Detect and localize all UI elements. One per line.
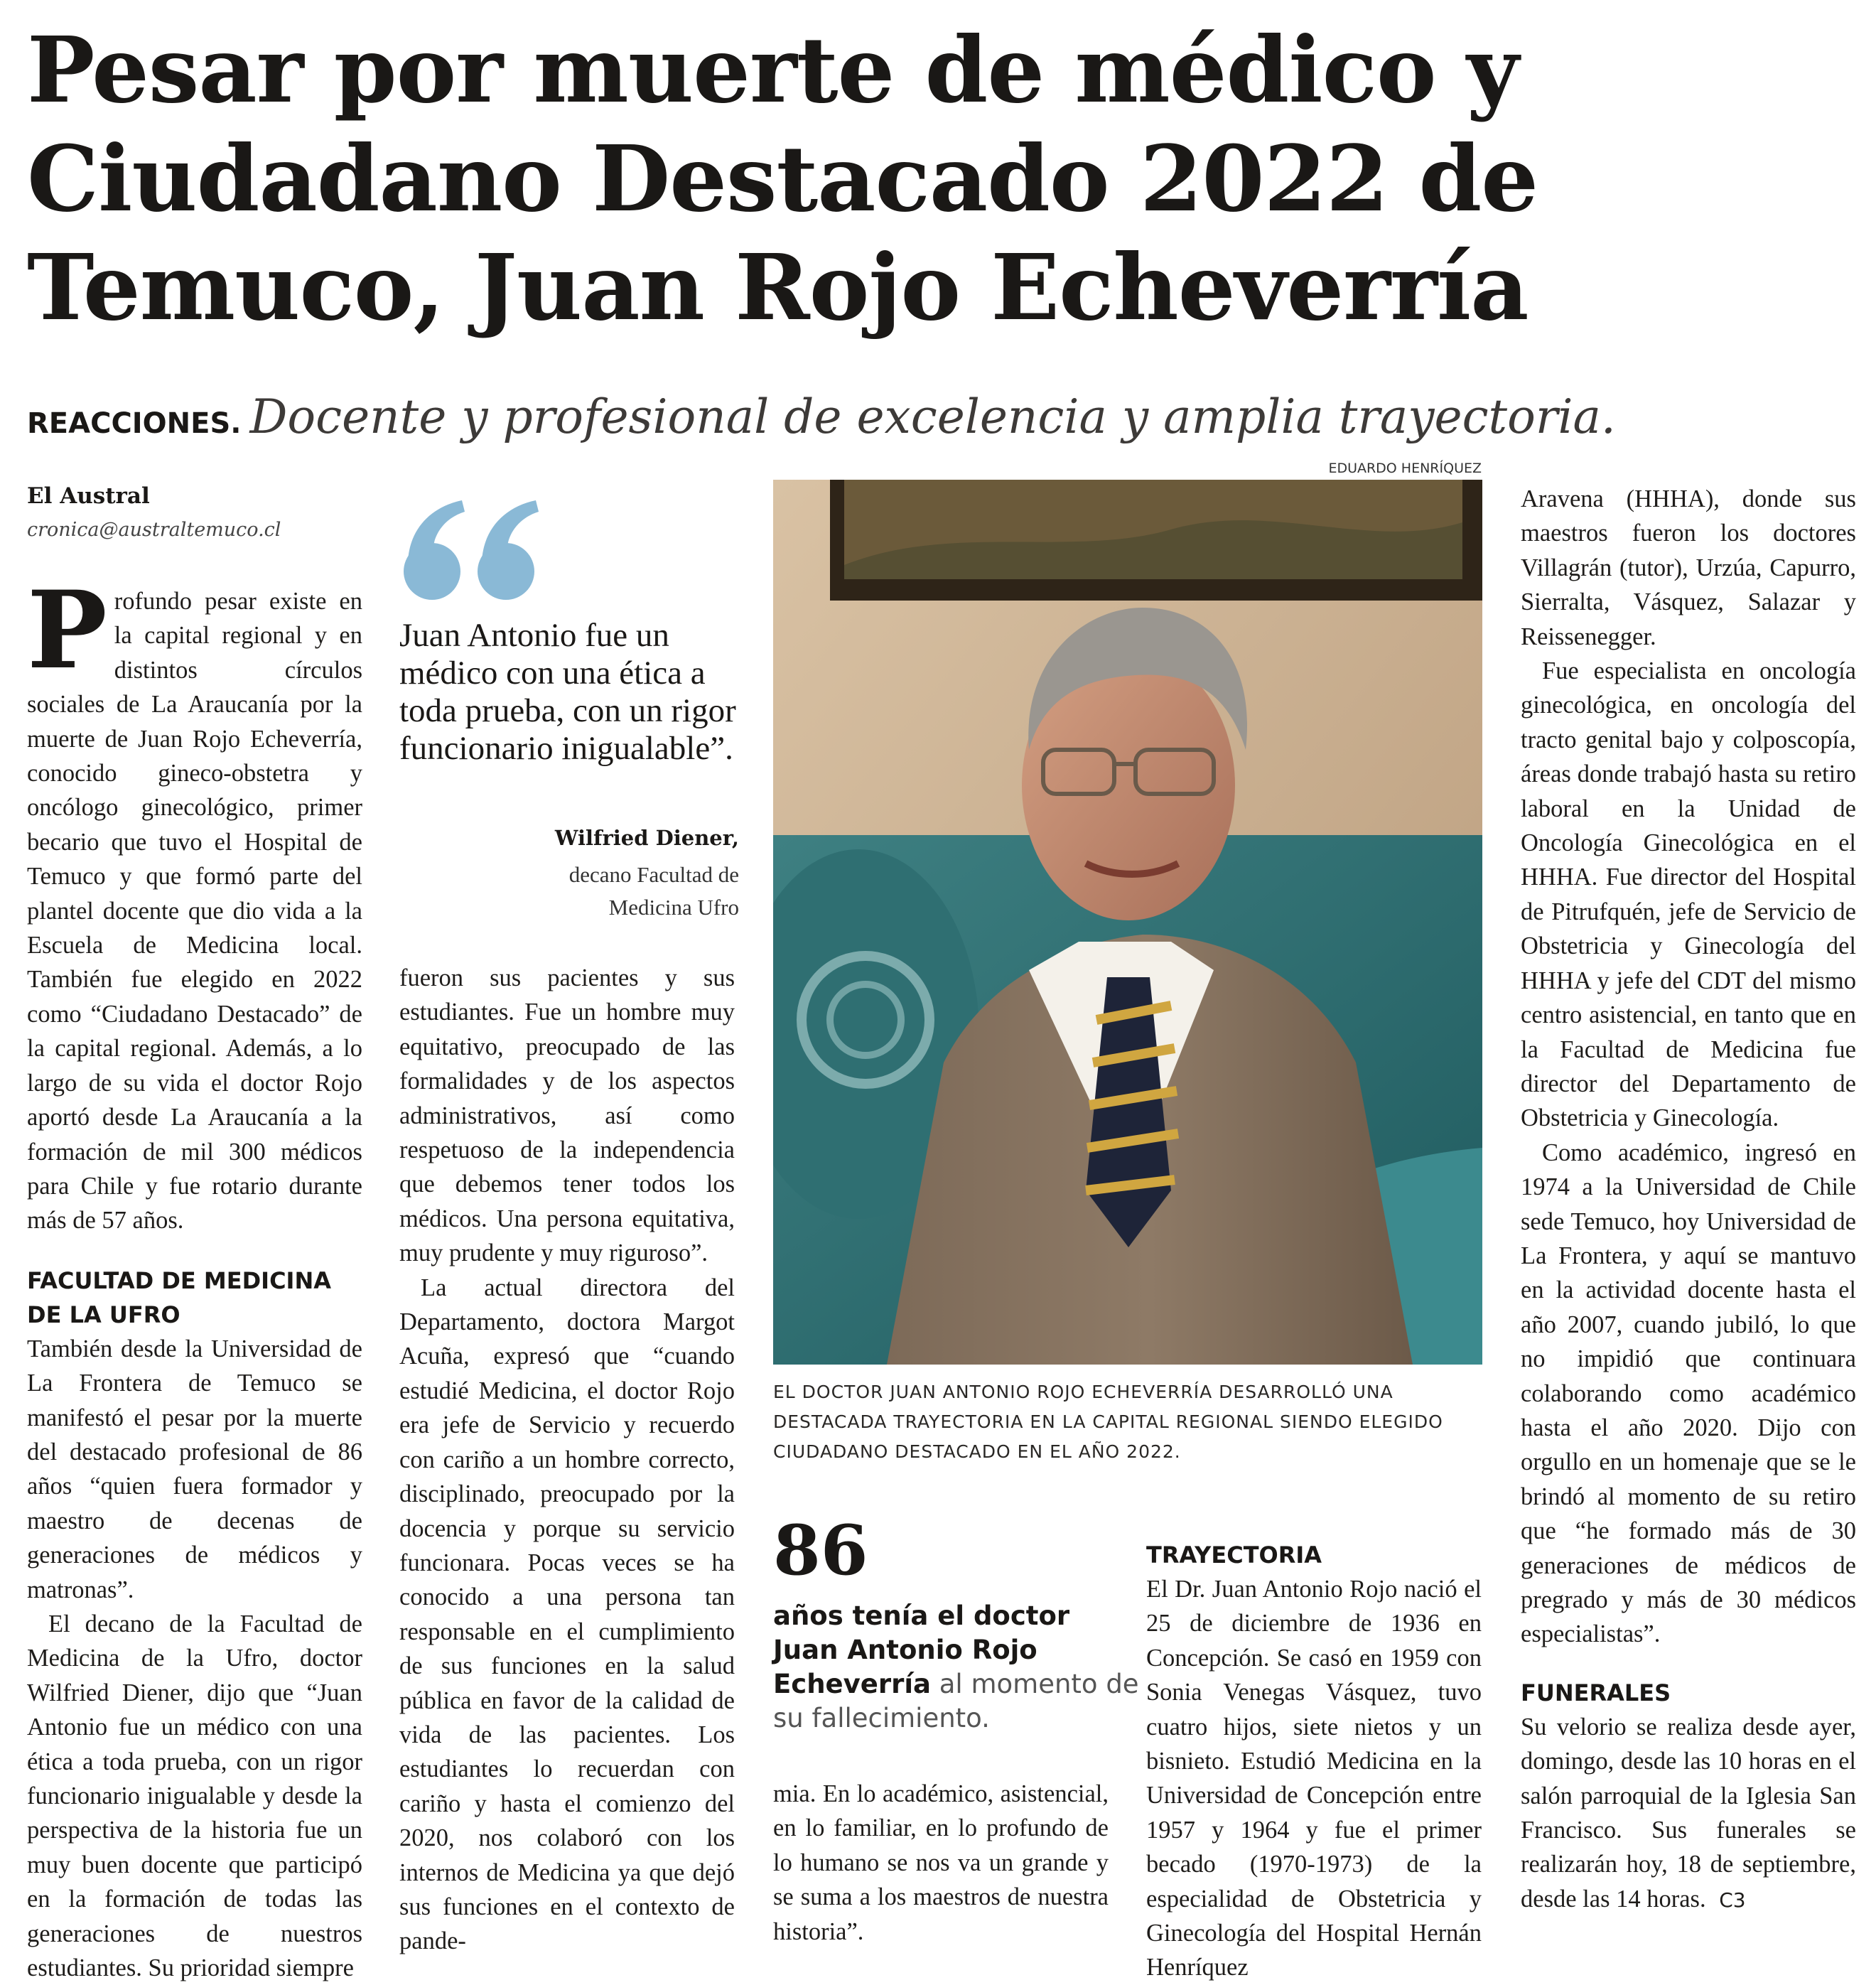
column-1 xyxy=(27,568,362,1985)
section-heading-funerales: FUNERALES xyxy=(1521,1679,1671,1706)
quote-mark-icon xyxy=(399,497,549,604)
column-3 xyxy=(773,1777,1109,1949)
column-1-paragraph-2: También desde la Universidad de La Frontera de Temuco se manifestó el pesar por la muerte del destacado profesional de 86 años “quien fuera formador y maestro de decenas de generaciones de médicos y matronas”. xyxy=(27,1335,362,1603)
headline-line-3: Temuco, Juan Rojo Echeverría xyxy=(27,235,1529,340)
column-2-paragraph-1: fueron sus pacientes y sus estudiantes. Fue un hombre muy equitativo, preocupado de las formalidades y de los aspectos administrativos, así como respetuoso de la independencia que debemos tener todos los médicos. Una persona equitativa, muy prudente y muy riguroso”. xyxy=(399,964,735,1267)
pull-quote-role: decano Facultad de Medicina Ufro xyxy=(568,862,739,920)
kicker-label: REACCIONES. xyxy=(27,407,242,440)
section-heading-facultad: FACULTAD DE MEDICINA DE LA UFRO xyxy=(27,1266,331,1328)
kicker xyxy=(27,389,1616,444)
stat-text xyxy=(773,1599,1143,1736)
column-5-paragraph-4-text: Su velorio se realiza desde ayer, domingo, desde las 10 horas en el salón parroquial de la Iglesia San Francisco. Sus funerales se realizarán hoy, 18 de septiembre, desde las 14 horas. xyxy=(1521,1713,1856,1913)
byline-source: El Austral xyxy=(27,483,150,509)
photo-credit: EDUARDO HENRÍQUEZ xyxy=(1328,461,1482,476)
headline-line-2: Ciudadano Destacado 2022 de xyxy=(27,126,1538,232)
drop-cap: P xyxy=(27,568,107,693)
section-heading-trayectoria: TRAYECTORIA xyxy=(1146,1542,1322,1569)
stat-number: 86 xyxy=(773,1510,868,1591)
kicker-subtitle: Docente y profesional de excelencia y amplia trayectoria. xyxy=(249,389,1616,444)
column-5-paragraph-4 xyxy=(1521,1710,1856,1917)
column-4-paragraph-1: El Dr. Juan Antonio Rojo nació el 25 de diciembre de 1936 en Concepción. Se casó en 1959 con Sonia Venegas Vásquez, tuvo cuatro hijos, siete nietos y un bisnieto. Estudió Medicina en la Universidad de Concepción entre 1957 y 1964 y fue el primer becado (1970-1973) de la especialidad de Obstetricia y Ginecología del Hospital Hernán Henríquez xyxy=(1146,1576,1482,1981)
column-2 xyxy=(399,961,735,1959)
portrait-illustration xyxy=(773,480,1482,1365)
column-2-paragraph-2: La actual directora del Departamento, doctora Margot Acuña, expresó que “cuando estudié Medicina, el doctor Rojo era jefe de Servicio y recuerdo con cariño a un hombre correcto, disciplinado, preocupado por la docencia y porque su servicio funcionara. Pocas veces se ha conocido a una persona tan responsable en el cumplimiento de sus funciones en la salud pública en favor de la calidad de vida de las pacientes. Los estudiantes lo recuerdan con cariño y hasta el comienzo del 2020, nos colaboró con los internos de Medicina ya que dejó sus funciones en el contexto de pande- xyxy=(399,1274,735,1955)
pull-quote-author: Wilfried Diener, xyxy=(554,826,739,850)
portrait-photo xyxy=(773,480,1482,1365)
stat-light-text: al momento de su fallecimiento. xyxy=(773,1669,1139,1733)
column-3-paragraph-1: mia. En lo académico, asistencial, en lo familiar, en lo profundo de lo humano se nos va un grande y se suma a los maestros de nuestra historia”. xyxy=(773,1780,1109,1945)
column-5-paragraph-1: Aravena (HHHA), donde sus maestros fueron los doctores Villagrán (tutor), Urzúa, Capurro, Sierralta, Vásquez, Salazar y Reissenegger. xyxy=(1521,485,1856,650)
headline-line-1: Pesar por muerte de médico y xyxy=(27,17,1519,123)
column-1-intro xyxy=(27,568,362,1238)
end-mark: C3 xyxy=(1719,1888,1746,1912)
column-1-paragraph-3: El decano de la Facultad de Medicina de la Ufro, doctor Wilfried Diener, dijo que “Juan Antonio fue un médico con una ética a toda prueba, con un rigor funcionario inigualable y desde la perspectiva de la historia fue un muy buen docente que participó en la formación de todas las generaciones de nuestros estudiantes. Su prioridad siempre xyxy=(27,1610,362,1982)
column-4 xyxy=(1146,1538,1482,1985)
headline xyxy=(27,16,1612,342)
column-5-paragraph-2: Fue especialista en oncología ginecológica, en oncología del tracto genital bajo y colposcopía, áreas donde trabajó hasta su retiro laboral en la Unidad de Oncología Ginecológica en el HHHA. Fue director del Hospital de Pitrufquén, jefe de Servicio de Obstetricia y Ginecología del HHHA y jefe del CDT del mismo centro asistencial, en tanto que en la Facultad de Medicina fue director del Departamento de Obstetricia y Ginecología. xyxy=(1521,657,1856,1132)
photo-caption: EL DOCTOR JUAN ANTONIO ROJO ECHEVERRÍA DESARROLLÓ UNA DESTACADA TRAYECTORIA EN LA CAPITAL REGIONAL SIENDO ELEGIDO CIUDADANO DESTACADO EN EL AÑO 2022. xyxy=(773,1382,1443,1462)
byline-email: cronica@australtemuco.cl xyxy=(27,519,281,541)
stat-bold-text: años tenía el doctor Juan Antonio Rojo Echeverría xyxy=(773,1601,1070,1699)
pull-quote-text: Juan Antonio fue un médico con una ética a toda prueba, con un rigor funcionario inigualable”. xyxy=(399,617,736,767)
column-5 xyxy=(1521,482,1856,1917)
column-1-paragraph-1: rofundo pesar existe en la capital regional y en distintos círculos sociales de La Araucanía por la muerte de Juan Rojo Echeverría, conocido gineco-obstetra y oncólogo ginecológico, primer becario que tuvo el Hospital de Temuco y que formó parte del plantel docente que dio vida a la Escuela de Medicina local. También fue elegido en 2022 como “Ciudadano Destacado” de la capital regional. Además, a lo largo de su vida el doctor Rojo aportó desde La Araucanía a la formación de mil 300 médicos para Chile y fue rotario durante más de 57 años. xyxy=(27,588,362,1234)
column-5-paragraph-3: Como académico, ingresó en 1974 a la Universidad de Chile sede Temuco, hoy Universidad de La Frontera, y aquí se mantuvo en la actividad docente hasta el año 2007, cuando jubiló, lo que no impidió que continuara colaborando como académico hasta el año 2020. Dijo con orgullo en un homenaje que se le brindó al momento de su retiro que “he formado más de 30 generaciones de médicos de pregrado y más de 30 médicos especialistas”. xyxy=(1521,1139,1856,1648)
